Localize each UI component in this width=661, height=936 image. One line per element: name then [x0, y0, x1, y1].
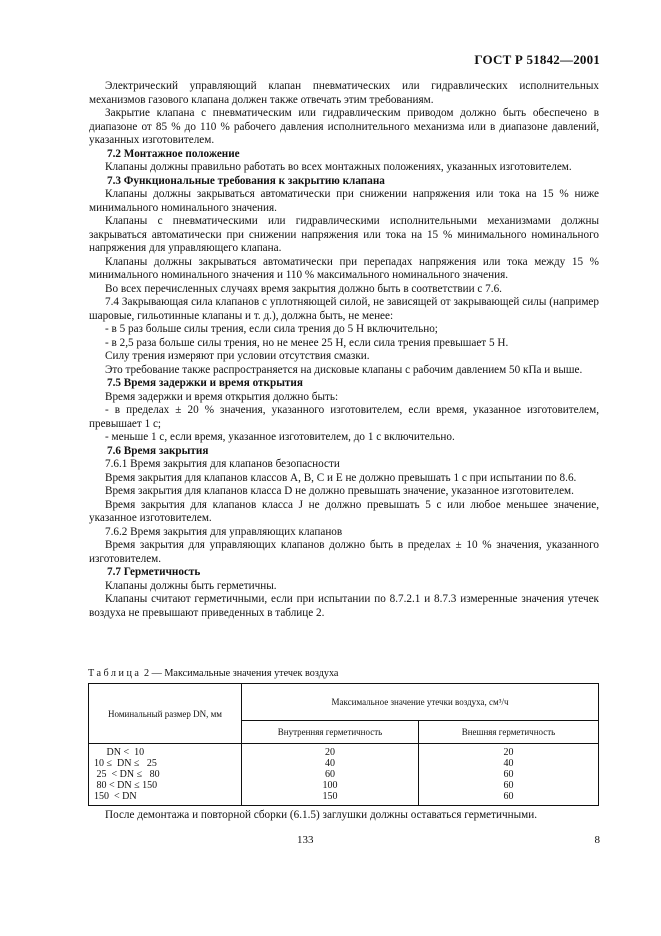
paragraph: - в 5 раз больше силы трения, если сила трения до 5 Н включительно; — [105, 323, 438, 335]
document-header: ГОСТ Р 51842—2001 — [474, 52, 600, 67]
paragraph: - в 2,5 раза больше силы трения, но не менее 25 Н, если сила трения превышает 5 Н. — [105, 336, 509, 349]
paragraph: Закрытие клапана с пневматическим или гидравлическим приводом должно быть обеспечено в диапазоне от 85 % до 110 % рабочего давления исполнительного механизма или в диапазоне давлений, указанных изготовителем. — [89, 107, 599, 146]
paragraph: Это требование также распространяется на дисковые клапаны с рабочим давлением 50 кПа и выше. — [105, 363, 583, 376]
body-text — [89, 80, 599, 620]
section-heading: 7.3 Функциональные требования к закрытию клапана — [107, 174, 385, 187]
paragraph: Силу трения измеряют при условии отсутствия смазки. — [105, 350, 370, 362]
col-header-external: Внешняя герметичность — [419, 721, 599, 744]
col-header-group: Максимальное значение утечки воздуха, см³/ч — [242, 684, 599, 721]
internal-cell: 20 — [325, 747, 335, 758]
dn-cell: DN < 10 — [89, 747, 145, 758]
sheet-number: 8 — [594, 834, 600, 846]
internal-cell: 150 — [322, 791, 338, 802]
section-heading: 7.5 Время задержки и время открытия — [107, 377, 303, 389]
table-caption — [88, 668, 338, 679]
paragraph: Клапаны считают герметичными, если при испытании по 8.7.2.1 и 8.7.3 измеренные значения утечек воздуха не превышают приведенных в таблице 2. — [89, 593, 599, 619]
paragraph: Во всех перечисленных случаях время закрытия должно быть в соответствии с 7.6. — [105, 282, 502, 295]
section-heading: 7.6 Время закрытия — [107, 444, 209, 457]
page-number: 133 — [297, 834, 314, 846]
table-caption-text: 2 — Максимальные значения утечек воздуха — [143, 668, 339, 679]
dn-cell: 150 < DN — [89, 791, 137, 802]
external-cell: 40 — [503, 758, 514, 769]
internal-column — [242, 744, 419, 806]
section-heading: 7.7 Герметичность — [107, 566, 201, 578]
paragraph: 7.6.2 Время закрытия для управляющих клапанов — [105, 525, 343, 538]
paragraph: - в пределах ± 20 % значения, указанного изготовителем, если время, указанное изготовителем, превышает 1 с; — [89, 404, 599, 430]
paragraph: 7.6.1 Время закрытия для клапанов безопасности — [105, 458, 340, 470]
dn-column — [89, 744, 242, 806]
col-header-dn: Номинальный размер DN, мм — [89, 684, 242, 744]
external-cell: 60 — [503, 780, 514, 791]
dn-cell: 25 < DN ≤ 80 — [89, 769, 160, 780]
paragraph: Время задержки и время открытия должно быть: — [105, 390, 339, 403]
paragraph: Время закрытия для управляющих клапанов должно быть в пределах ± 10 % значения, указанного изготовителем. — [89, 539, 599, 565]
after-table-text: После демонтажа и повторной сборки (6.1.5) заглушки должны оставаться герметичными. — [105, 809, 538, 821]
paragraph: Время закрытия для клапанов класса J не должно превышать 5 с или любое меньшее значение, указанное изготовителем. — [89, 498, 599, 524]
section-heading: 7.2 Монтажное положение — [107, 147, 240, 160]
external-cell: 60 — [503, 791, 514, 802]
external-column — [419, 744, 599, 806]
table-caption-label: Таблица — [88, 668, 142, 679]
dn-cell: 10 ≤ DN ≤ 25 — [89, 758, 157, 769]
external-cell: 20 — [503, 747, 514, 758]
paragraph: Электрический управляющий клапан пневматических или гидравлических исполнительных механизмов газового клапана должен также отвечать этим требованиям. — [89, 80, 599, 106]
dn-cell: 80 < DN ≤ 150 — [89, 780, 158, 791]
internal-cell: 100 — [322, 780, 338, 791]
leakage-table — [88, 683, 599, 806]
paragraph: - меньше 1 с, если время, указанное изготовителем, до 1 с включительно. — [105, 431, 455, 443]
paragraph: Время закрытия для клапанов классов А, В, С и Е не должно превышать 1 с при испытании по 8.6. — [105, 471, 577, 484]
external-cell: 60 — [503, 769, 514, 780]
paragraph: Клапаны должны закрываться автоматически при снижении напряжения или тока на 15 % ниже минимального номинального значения. — [89, 188, 599, 214]
paragraph: Клапаны должны быть герметичны. — [105, 579, 277, 592]
paragraph: Клапаны должны правильно работать во всех монтажных положениях, указанных изготовителем. — [105, 161, 572, 173]
internal-cell: 60 — [325, 769, 335, 780]
col-header-internal: Внутренняя герметичность — [242, 721, 419, 744]
paragraph: Клапаны должны закрываться автоматически при перепадах напряжения или тока между 15 % минимального номинального значения и 110 % максимального номинального значения. — [89, 255, 599, 281]
paragraph: Время закрытия для клапанов класса D не должно превышать значение, указанное изготовителем. — [105, 485, 574, 497]
paragraph: 7.4 Закрывающая сила клапанов с уплотняющей силой, не зависящей от закрывающей силы (например шаровые, гильотинные клапаны и т. д.), должна быть, не менее: — [89, 296, 599, 322]
paragraph: Клапаны с пневматическими или гидравлическими исполнительными механизмами должны закрываться автоматически при снижении напряжения или тока на 15 % минимального номинального напряжения для управляющего клапана. — [89, 215, 599, 254]
internal-cell: 40 — [325, 758, 335, 769]
